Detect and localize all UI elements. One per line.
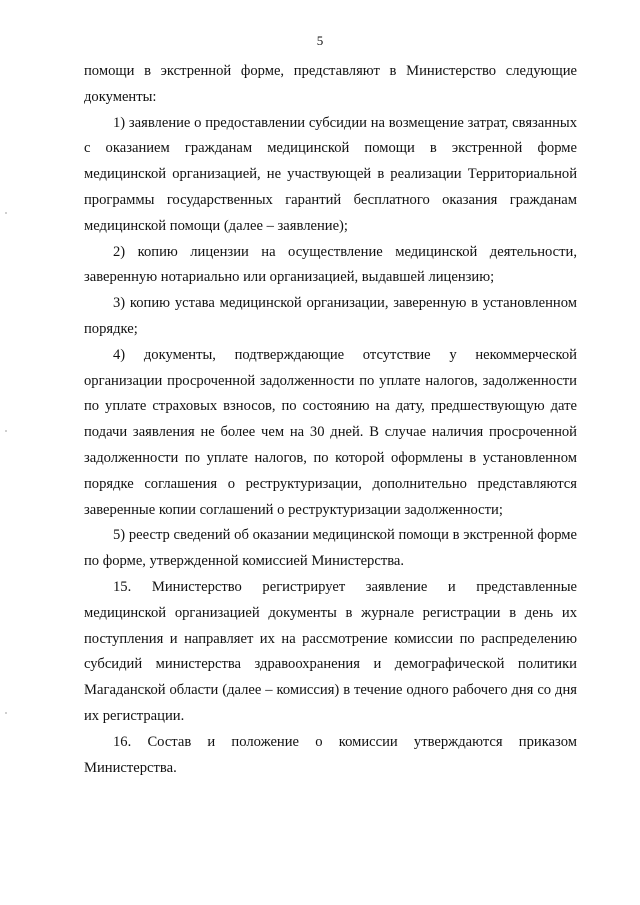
list-item-license-copy: 2) копию лицензии на осуществление медицинской деятельности, заверенную нотариально или организацией, выдавшей лицензию; [84,243,577,286]
scan-margin-mark [5,430,7,432]
list-item-registry: 5) реестр сведений об оказании медицинской помощи в экстренной форме по форме, утвержденной комиссией Министерства. [84,527,577,570]
list-item-charter-copy: 3) копию устава медицинской организации, заверенную в установленном порядке; [84,295,577,337]
paragraph-16: 16. Состав и положение о комиссии утверждаются приказом Министерства. [84,733,577,776]
list-item-no-debt-documents: 4) документы, подтверждающие отсутствие у некоммерческой организации просроченной задолженности по уплате налогов, задолженности по уплате страховых взносов, по состоянию на дату, предшествующую дате подачи заявления не более чем на 30 дней. В случае наличия просроченной задолженности по уплате налогов, по которой оформлены в установленном порядке соглашения о реструктуризации, дополнительно представляются заверенные копии соглашений о реструктуризации задолженности; [84,346,577,518]
scan-margin-mark [5,212,7,214]
list-item-application: 1) заявление о предоставлении субсидии на возмещение затрат, связанных с оказанием гражданам медицинской помощи в экстренной форме медицинской организацией, не участвующей в реализации Территориальной программы государственных гарантий бесплатного оказания гражданам медицинской помощи (далее – заявление); [84,114,577,234]
paragraph-15: 15. Министерство регистрирует заявление и представленные медицинской организацией документы в журнале регистрации в день их поступления и направляет их на рассмотрение комиссии по распределению субсидий министерства здравоохранения и демографической политики Магаданской области (далее – комиссия) в течение одного рабочего дня со дня их регистрации. [84,578,577,724]
document-body [84,59,577,781]
scan-margin-mark [5,712,7,714]
paragraph-continuation: помощи в экстренной форме, представляют в Министерство следующие документы: [84,63,577,105]
page-number: 5 [316,33,324,48]
